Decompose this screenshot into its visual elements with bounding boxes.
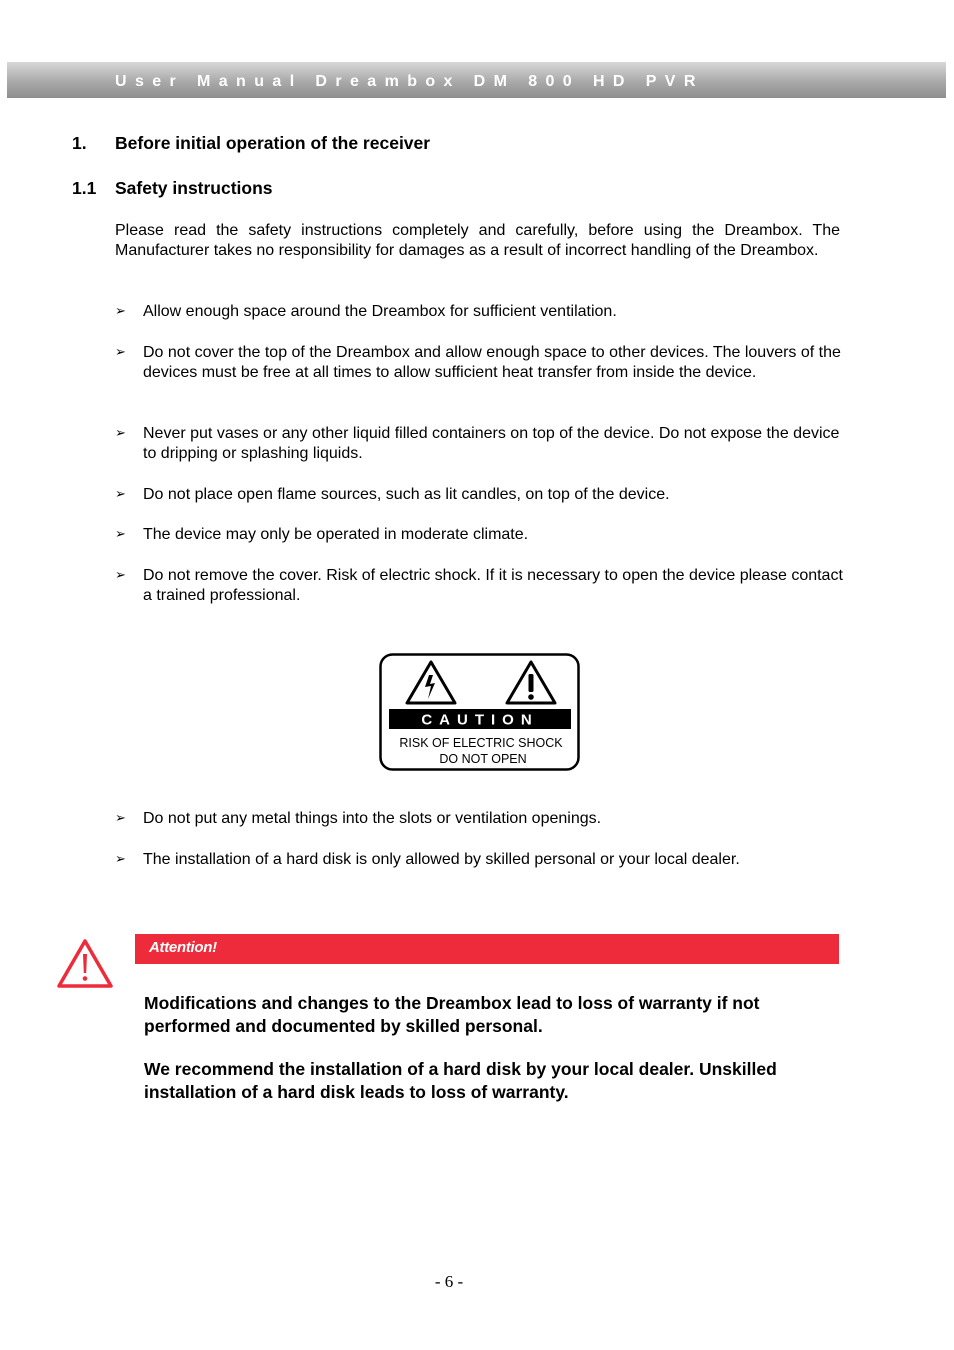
attention-paragraph: Modifications and changes to the Dreambox lead to loss of warranty if not performed and documented by skilled personal. <box>144 993 760 1036</box>
attention-label: Attention! <box>149 939 217 956</box>
page-number: - 6 - <box>434 1272 464 1291</box>
list-item: ➢ Never put vases or any other liquid filled containers on top of the device. Do not expose the device to dripping or splashing liquids. <box>115 425 840 463</box>
list-item: ➢ Allow enough space around the Dreambox for sufficient ventilation. <box>115 302 845 322</box>
list-item: ➢ The installation of a hard disk is only allowed by skilled personal or your local dealer. <box>115 850 845 870</box>
arrow-bullet-icon: ➢ <box>115 568 126 583</box>
list-item: ➢ Do not remove the cover. Risk of electric shock. If it is necessary to open the device please contact a trained professional. <box>115 567 843 605</box>
arrow-bullet-icon: ➢ <box>115 487 126 502</box>
subsection-title: Safety instructions <box>115 178 273 198</box>
caution-heading: CAUTION <box>421 711 539 729</box>
attention-bar <box>135 934 839 964</box>
caution-line-1: RISK OF ELECTRIC SHOCK <box>399 736 563 750</box>
section-title: Before initial operation of the receiver <box>115 133 431 153</box>
list-item: ➢ The device may only be operated in moderate climate. <box>115 525 845 545</box>
arrow-bullet-icon: ➢ <box>115 527 126 542</box>
attention-paragraph: We recommend the installation of a hard disk by your local dealer. Unskilled installation of a hard disk leads to loss of warranty. <box>144 1059 777 1102</box>
caution-label <box>379 653 580 771</box>
subsection-number: 1.1 <box>72 178 97 198</box>
caution-line-2: DO NOT OPEN <box>439 752 527 766</box>
section-number: 1. <box>72 133 87 153</box>
arrow-bullet-icon: ➢ <box>115 345 126 360</box>
header-title: User Manual Dreambox DM 800 HD PVR <box>115 73 704 90</box>
list-item: ➢ Do not put any metal things into the slots or ventilation openings. <box>115 809 845 829</box>
list-item: ➢ Do not place open flame sources, such as lit candles, on top of the device. <box>115 485 845 505</box>
arrow-bullet-icon: ➢ <box>115 426 126 441</box>
intro-paragraph: Please read the safety instructions completely and carefully, before using the Dreambox. The Manufacturer takes no responsibility for damages as a result of incorrect handling of the Dreambox. <box>115 222 840 260</box>
arrow-bullet-icon: ➢ <box>115 852 126 867</box>
arrow-bullet-icon: ➢ <box>115 304 126 319</box>
arrow-bullet-icon: ➢ <box>115 811 126 826</box>
warning-triangle-icon <box>56 938 114 990</box>
list-item: ➢ Do not cover the top of the Dreambox and allow enough space to other devices. The louvers of the devices must be free at all times to allow sufficient heat transfer from inside the device. <box>115 344 841 382</box>
